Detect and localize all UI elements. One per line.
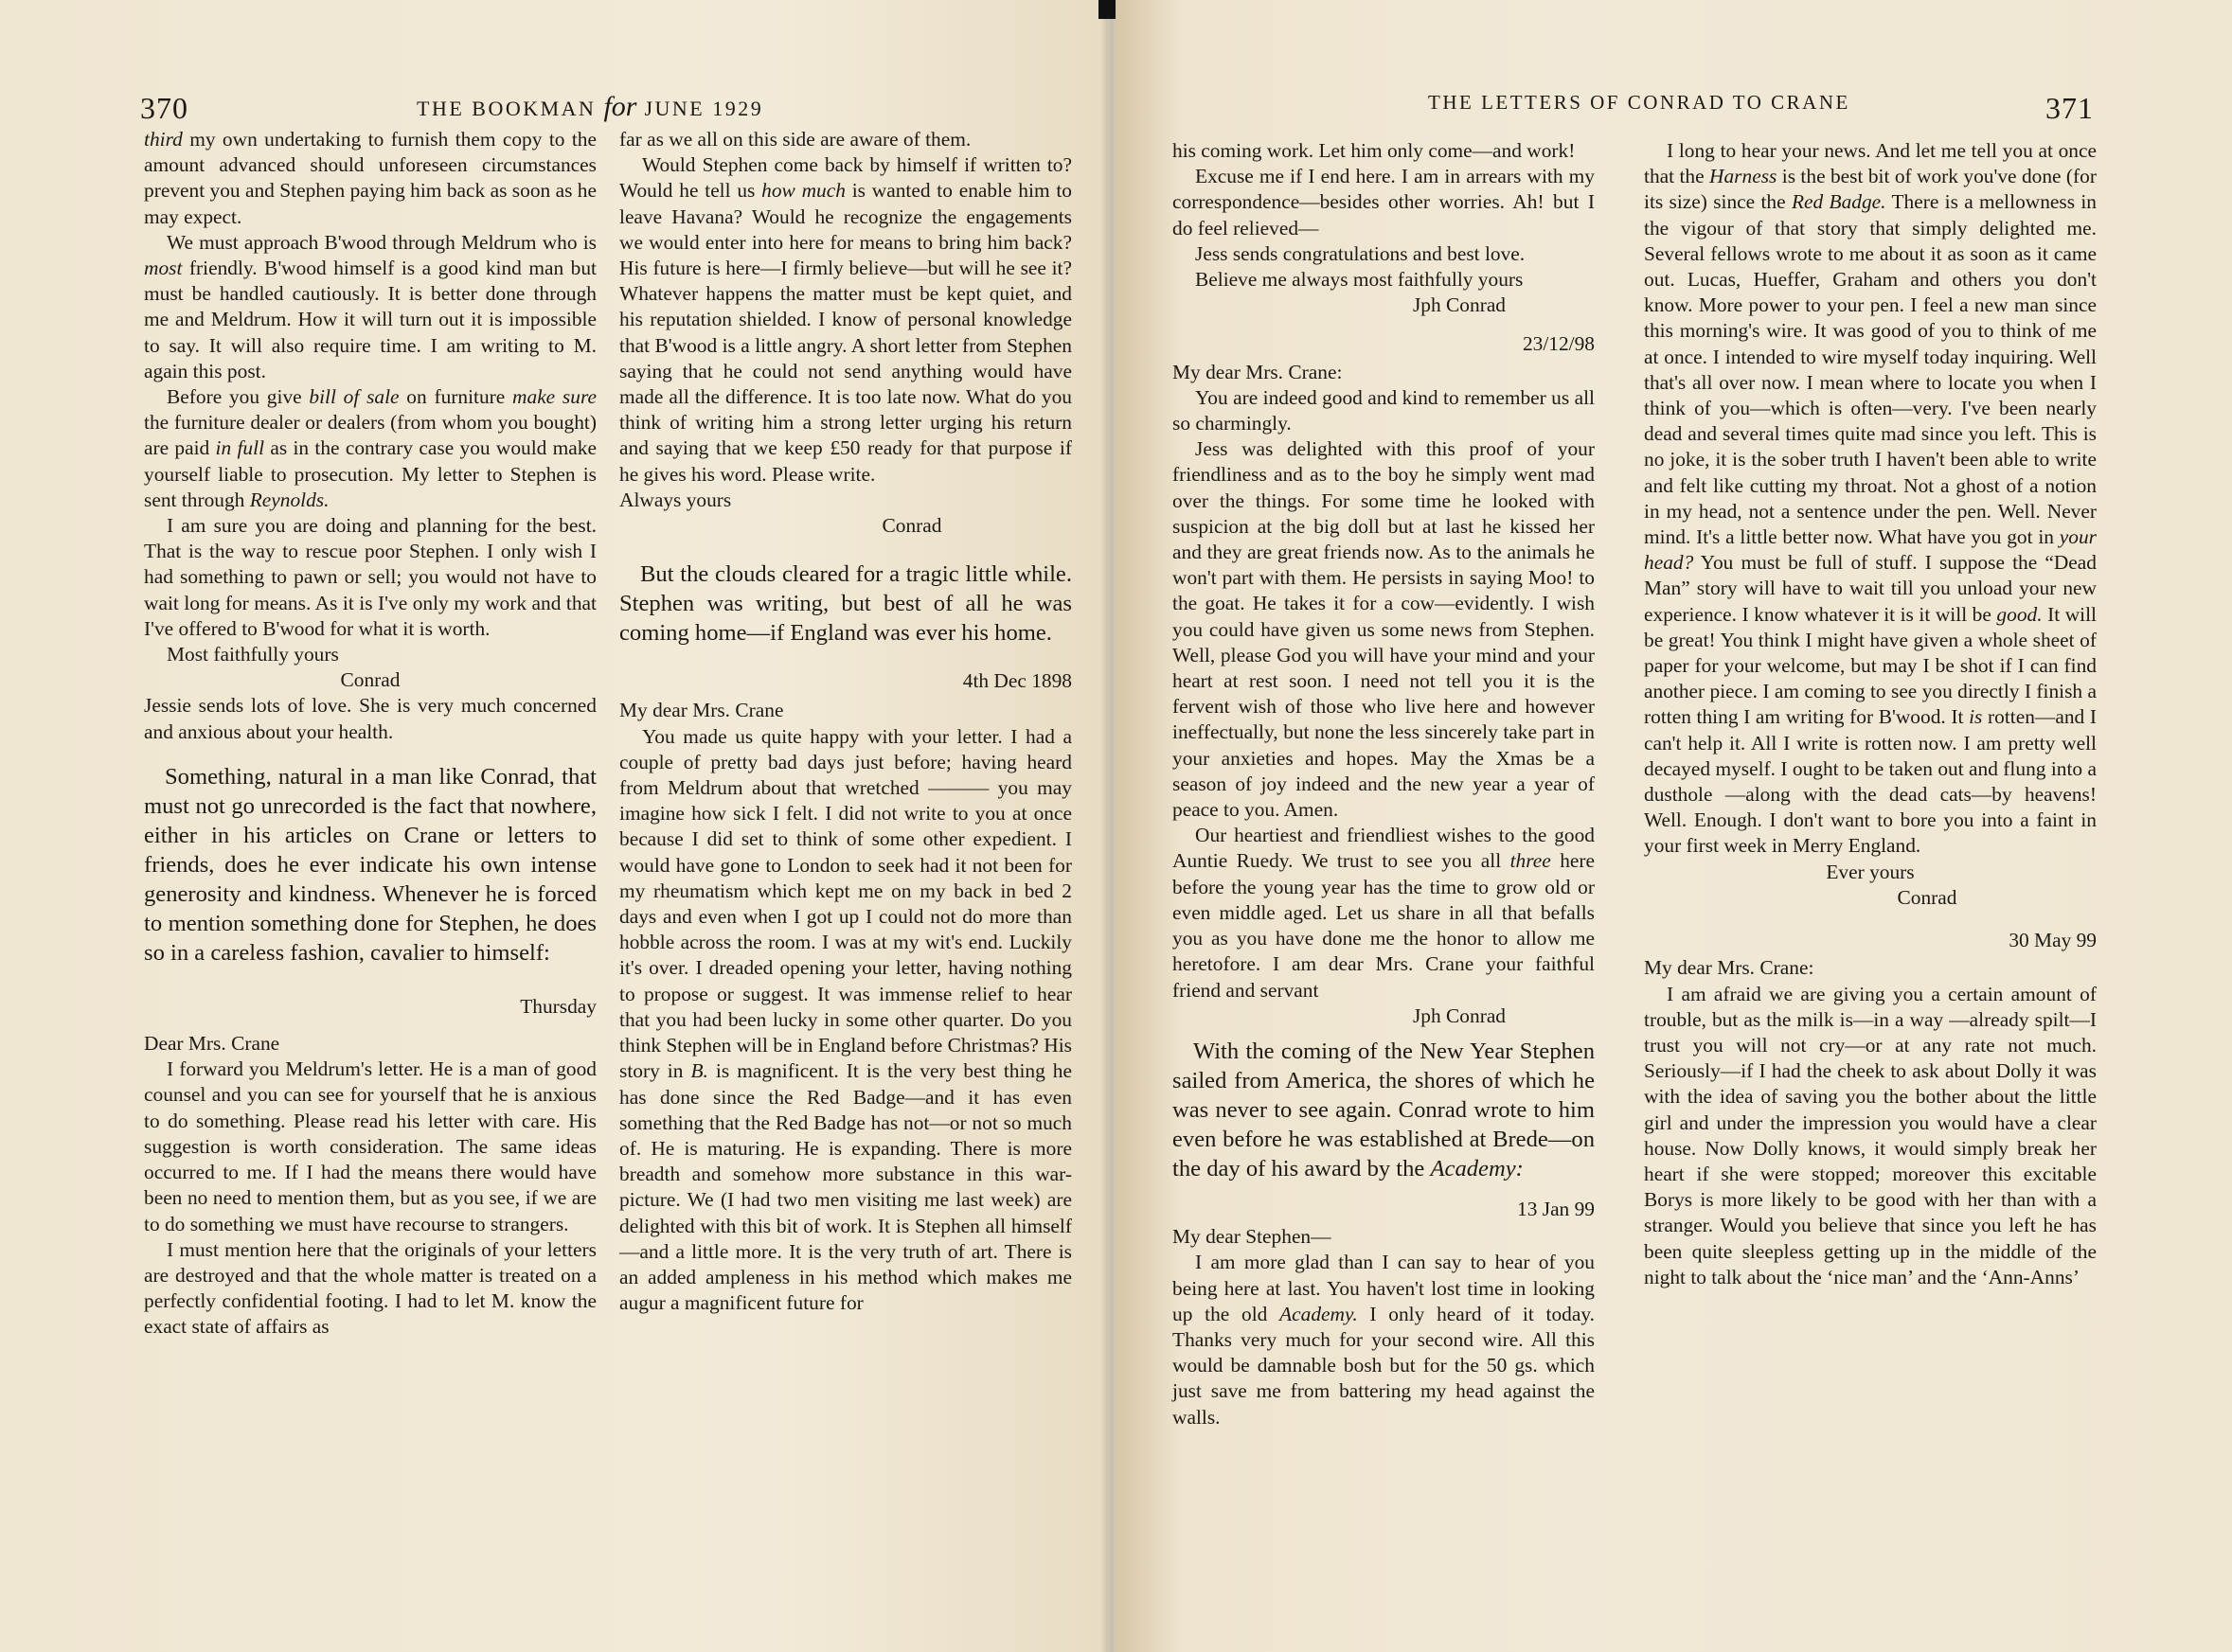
paragraph: You are indeed good and kind to remember us all so charmingly.: [1172, 385, 1595, 435]
right-page: [1116, 0, 2232, 1652]
left-page: [0, 0, 1108, 1652]
narrative-paragraph: Something, natural in a man like Conrad, that must not go unrecorded is the fact that nowhere, either in his articles on Crane or letters to friends, does he ever indicate his own intense generosity and kindness. Whenever he is forced to mention something done for Stephen, he does so in a careless fashion, cavalier to himself:: [144, 763, 597, 966]
letter-signature: Conrad: [1897, 885, 1957, 909]
letter-date: 30 May 99: [2009, 929, 2097, 952]
paragraph: I forward you Meldrum's letter. He is a man of good counsel and you can see for yourself that he is anxious to do something. Please read his letter with care. His suggestion is worth consideration. The same ideas occurred to me. If I had the means there would have been no need to mention them, but as you see, if we are to do something we must have recourse to strangers.: [144, 1057, 597, 1235]
letter-closing: Ever yours: [1826, 860, 1915, 883]
letter-signature: Jph Conrad: [1412, 1004, 1507, 1027]
paragraph: I am afraid we are giving you a certain amount of trouble, but as the milk is—in a way —already spilt—I trust you will not cry—or at any rate not much. Seriously—if I had the cheek to ask about Dolly it was with the idea of saving you the bother about the little girl and under the impression you would have a clear house. Now Dolly knows, it would simply break her heart if she were stopped; moreover this excitable Borys is more likely to be good with her than with a stranger. Would you believe that since you left he has been quite sleepless getting up in the middle of the night to talk about the ‘nice man’ and the ‘Ann-Anns’: [1644, 982, 2097, 1288]
page-number: 370: [140, 91, 188, 125]
letter-closing: Most faithfully yours: [167, 643, 339, 666]
paragraph: I must mention here that the originals of your letters are destroyed and that the whole matter is treated on a perfectly confidential footing. I had to let M. know the exact state of affairs as: [144, 1237, 597, 1339]
letter-salutation: My dear Mrs. Crane:: [1172, 360, 1343, 383]
paragraph: Before you give bill of sale on furniture make sure the furniture dealer or dealers (from whom you bought) are paid in full as in the contrary case you would make yourself liable to prosecution. My letter to Stephen is sent through Reynolds.: [144, 385, 597, 511]
letter-salutation: Dear Mrs. Crane: [144, 1032, 280, 1056]
letter-date: 23/12/98: [1522, 332, 1595, 356]
letter-signature: Conrad: [882, 514, 942, 538]
narrative-paragraph: With the coming of the New Year Stephen sailed from America, the shores of which he was never to see again. Conrad wrote to him even before he was established at Brede—on the day of his award by the Academy:: [1172, 1038, 1595, 1181]
letter-date: 4th Dec 1898: [962, 669, 1072, 693]
letter-closing: Believe me always most faithfully yours: [1195, 268, 1524, 292]
paragraph: third my own undertaking to furnish them copy to the amount advanced should unforeseen circumstances prevent you and Stephen paying him back as soon as he may expect.: [144, 128, 597, 228]
text-column-2: [619, 127, 1072, 1316]
running-header: THE LETTERS OF CONRAD TO CRANE: [1428, 91, 1850, 114]
letter-salutation: My dear Mrs. Crane: [619, 699, 784, 722]
letter-date: Thursday: [520, 994, 597, 1018]
narrative-paragraph: But the clouds cleared for a tragic little while. Stephen was writing, but best of all he was coming home—if England was ever his home.: [619, 561, 1072, 647]
paragraph: I am more glad than I can say to hear of you being here at last. You haven't lost time in looking up the old Academy. I only heard of it today. Thanks very much for your second wire. All this would be damnable bosh but for the 50 gs. which just save me from battering my head against the walls.: [1172, 1251, 1595, 1429]
paragraph: far as we all on this side are aware of them.: [619, 128, 972, 151]
paragraph: We must approach B'wood through Meldrum who is most friendly. B'wood himself is a good kind man but must be handled cautiously. It is better done through me and Meldrum. How it will turn out it is impossible to say. It will also require time. I am writing to M. again this post.: [144, 230, 597, 382]
paragraph: You made us quite happy with your letter. I had a couple of pretty bad days just before; having heard from Meldrum about that wretched ——— you may imagine how sick I felt. I did not write to you at once because I did set to think of some other expedient. I would have gone to London to seek had it not been for my rheumatism which kept me on my back in bed 2 days and even when I got up I could not do more than hobble across the room. I was at my wit's end. Luckily it's over. I dreaded opening your letter, having nothing to propose or suggest. It was immense relief to hear that you had been lucky in some other quarter. Do you think Stephen will be in England before Christmas? His story in B. is magnificent. It is the very best thing he has done since the Red Badge—and it has even something that the Red Badge has not—or not so much of. He is maturing. He is expanding. There is more breadth and somehow more substance in this war-picture. We (I had two men visiting me last week) are delighted with this bit of work. It is Stephen all himself—and a little more. It is the very truth of art. There is an added ampleness in his method which makes me augur a magnificent future for: [619, 724, 1072, 1315]
letter-salutation: My dear Mrs. Crane:: [1644, 956, 1814, 980]
letter-closing: Always yours: [619, 488, 732, 511]
letter-date: 13 Jan 99: [1517, 1197, 1595, 1220]
running-header: THE BOOKMAN for JUNE 1929: [417, 91, 764, 122]
letter-signature: Conrad: [340, 668, 401, 692]
paragraph: Excuse me if I end here. I am in arrears with my correspondence—besides other worries. Ah! but I do feel relieved—: [1172, 165, 1595, 240]
paragraph: Jess was delighted with this proof of your friendliness and as to the boy he simply went mad over the things. For some time he looked with suspicion at the big doll but at last he kissed her and they are great friends now. As to the animals he won't part with them. He persists in saying Moo! to the goat. He takes it for a cow—evidently. I wish you could have given us some news from Stephen. Well, please God you will have your mind and your heart at rest soon. I need not tell you it is the fervent wish of those who live here and however ineffectually, but none the less sincerely take part in your anxieties and hopes. May the Xmas be a season of joy indeed and the new year a year of peace to you. Amen.: [1172, 437, 1595, 822]
letter-signature: Jph Conrad: [1412, 293, 1507, 317]
paragraph: Our heartiest and friendliest wishes to the good Auntie Ruedy. We trust to see you all three here before the young year has the time to grow old or even middle aged. Let us share in all that befalls you as you have done me the honor to allow me heretofore. I am dear Mrs. Crane your faithful friend and servant: [1172, 824, 1595, 1002]
text-column-2: [1644, 138, 2097, 1290]
paragraph: I long to hear your news. And let me tell you at once that the Harness is the best bit of work you've done (for its size) since the Red Badge. There is a mellowness in the vigour of that story that simply delighted me. Several fellows wrote to me about it as soon as it came out. Lucas, Hueffer, Graham and others you don't know. More power to your pen. I feel a new man since this morning's wire. It was good of you to think of me at once. I intended to wire myself today inquiring. Well that's all over now. I mean where to locate you when I think of you—which is often—very. I've been nearly dead and several times quite mad since you left. This is no joke, it is the sober truth I haven't been able to write and felt like cutting my throat. Not a ghost of a notion in my head, not a sentence under the pen. Well. Never mind. It's a little better now. What have you got in your head? You must be full of stuff. I suppose the “Dead Man” story will have to wait till you unload your new experience. I know whatever it is it will be good. It will be great! You think I might have given a whole sheet of paper for your welcome, but may I be shot if I can find another piece. I am coming to see you directly I finish a rotten thing I am writing for B'wood. It is rotten—and I can't help it. All I write is rotten now. I am pretty well decayed myself. I ought to be taken out and flung into a dusthole —along with the dead cats—by heavens! Well. Enough. I don't want to bore you into a faint in your first week in Merry England.: [1644, 139, 2098, 858]
paragraph: I am sure you are doing and planning for the best. That is the way to rescue poor Stephen. I only wish I had something to pawn or sell; you would not have to wait long for means. As it is I've only my work and that I've offered to B'wood for what it is worth.: [144, 514, 597, 640]
paragraph: his coming work. Let him only come—and work!: [1172, 139, 1576, 162]
page-number: 371: [2045, 91, 2094, 125]
text-column-1: [1172, 138, 1595, 1430]
paragraph: Would Stephen come back by himself if written to? Would he tell us how much is wanted to enable him to leave Havana? Would he recognize the engagements we would enter into here for means to bring him back? His future is here—I firmly believe—but will he see it? Whatever happens the matter must be kept quiet, and his reputation shielded. I know of personal knowledge that B'wood is a little angry. A short letter from Stephen saying that he could not send anything would have made all the difference. It is too late now. What do you think of writing him a strong letter urging his return and saying that we keep £50 ready for that purpose if he gives his word. Please write.: [619, 153, 1073, 486]
text-column-1: [144, 127, 597, 1341]
letter-salutation: My dear Stephen—: [1172, 1225, 1331, 1249]
paragraph: Jessie sends lots of love. She is very much concerned and anxious about your health.: [144, 694, 597, 743]
paragraph: Jess sends congratulations and best love.: [1195, 241, 1526, 265]
